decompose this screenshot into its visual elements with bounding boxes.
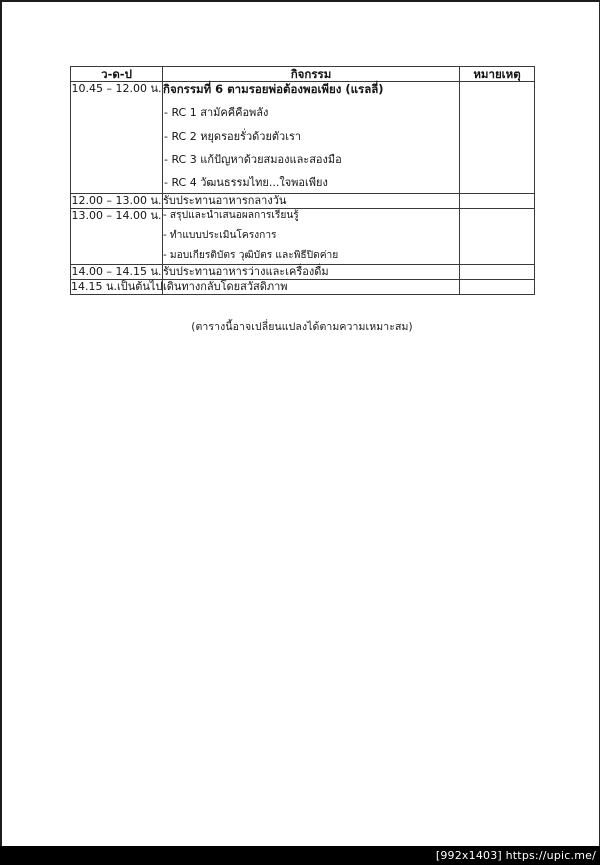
row-remark	[460, 193, 535, 208]
header-activity: กิจกรรม	[163, 67, 460, 82]
row-remark	[460, 264, 535, 279]
row-time: 14.00 – 14.15 น.	[71, 264, 162, 278]
activity-item: - RC 1 สามัคคีคือพลัง	[164, 106, 269, 120]
row-remark	[460, 82, 535, 193]
activity-item: - RC 4 วัฒนธรรมไทย...ใจพอเพียง	[164, 176, 328, 190]
row-time: 13.00 – 14.00 น.	[71, 208, 163, 264]
schedule-table	[70, 66, 535, 295]
activity-item: - RC 3 แก้ปัญหาด้วยสมองและสองมือ	[164, 152, 342, 166]
table-header	[71, 67, 535, 82]
row-activity	[163, 208, 460, 264]
watermark-bar	[0, 846, 600, 865]
table-row	[71, 264, 535, 279]
activity-title: กิจกรรมที่ 6 ตามรอยพ่อต้องพอเพียง (แรลลี่)	[163, 82, 384, 97]
row-activity	[163, 82, 460, 193]
header-remark: หมายเหตุ	[460, 67, 535, 82]
activity-item: - สรุปและนำเสนอผลการเรียนรู้	[163, 209, 299, 221]
row-activity	[163, 279, 460, 294]
table-row	[71, 279, 535, 294]
activity-item: - มอบเกียรติบัตร วุฒิบัตร และพิธีปิดค่าย	[163, 250, 339, 262]
table-row	[71, 193, 535, 208]
row-activity	[163, 193, 460, 208]
activity-text: รับประทานอาหารกลางวัน	[163, 193, 287, 207]
schedule-sheet	[70, 66, 534, 335]
table-body	[71, 82, 535, 295]
header-date: ว-ด-ป	[71, 67, 163, 82]
table-row	[71, 82, 535, 193]
row-activity	[163, 264, 460, 279]
row-time: 12.00 – 13.00 น.	[71, 193, 162, 207]
row-time: 14.15 น.เป็นต้นไป	[71, 279, 163, 293]
footnote: (ตารางนี้อาจเปลี่ยนแปลงได้ตามความเหมาะสม)	[191, 321, 413, 334]
watermark-text: [992x1403] https://upic.me/	[435, 849, 596, 862]
header-row	[71, 67, 535, 82]
row-remark	[460, 279, 535, 294]
row-time: 10.45 – 12.00 น.	[71, 82, 163, 193]
table-row	[71, 208, 535, 264]
activity-item: - ทำแบบประเมินโครงการ	[163, 230, 277, 242]
activity-text: เดินทางกลับโดยสวัสดิภาพ	[163, 279, 288, 293]
activity-text: รับประทานอาหารว่างและเครื่องดื่ม	[163, 264, 329, 278]
activity-item: - RC 2 หยุดรอยรั่วด้วยตัวเรา	[164, 129, 302, 143]
row-remark	[460, 208, 535, 264]
